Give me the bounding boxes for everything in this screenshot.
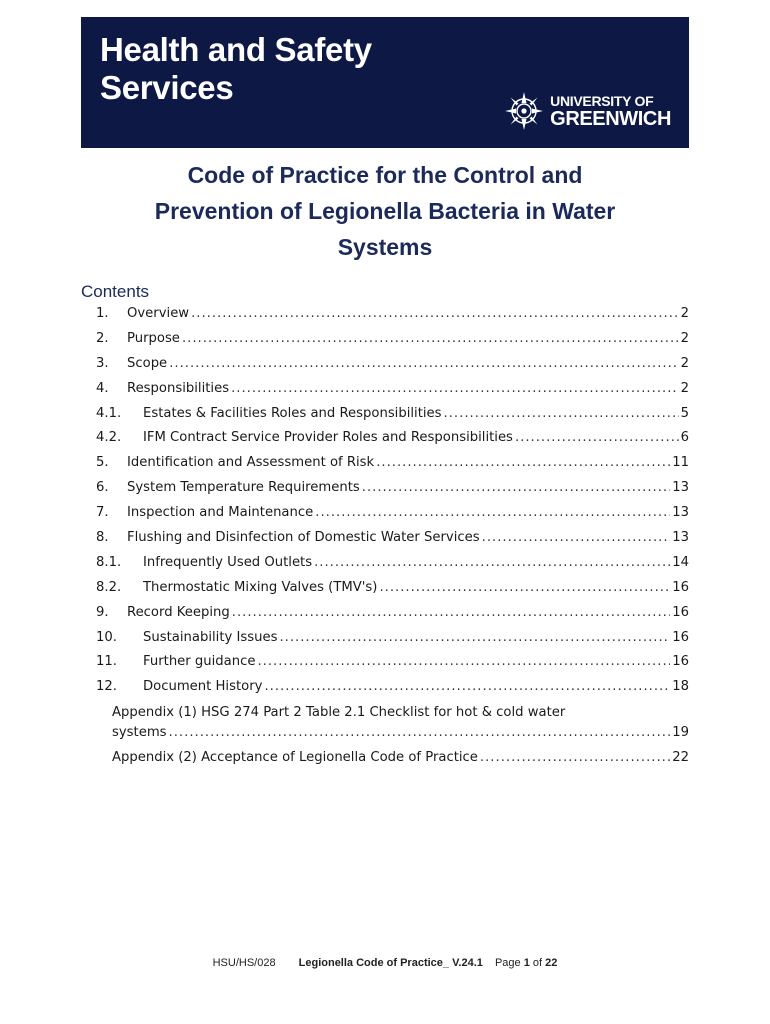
toc-entry-page: 2: [680, 330, 689, 346]
header-banner: [81, 17, 689, 148]
toc-entry-page: 13: [672, 530, 689, 546]
toc-entry-title: Scope: [127, 355, 168, 371]
toc-entry-infrequent-outlets[interactable]: [81, 551, 689, 576]
toc-entry-page: 16: [672, 579, 689, 595]
toc-entry-title: Responsibilities: [127, 380, 230, 396]
toc-entry-page: 2: [680, 306, 689, 321]
footer-document-name: Legionella Code of Practice_ V.24.1: [298, 957, 483, 969]
university-logo: [504, 91, 671, 131]
toc-entry-page: 16: [672, 654, 689, 670]
toc-entry-record-keeping[interactable]: [81, 601, 689, 626]
toc-entry-title: Appendix (2) Acceptance of Legionella Code of Practice: [112, 750, 478, 766]
logo-line2: GREENWICH: [550, 107, 671, 130]
toc-entry-temperature[interactable]: [81, 476, 689, 501]
toc-entry-number: 6.: [96, 480, 109, 496]
toc-dot-leader: [191, 302, 679, 327]
footer-document-ref: HSU/HS/028: [212, 957, 276, 969]
toc-entry-risk-assessment[interactable]: [81, 451, 689, 476]
toc-entry-page: 16: [672, 604, 689, 620]
toc-dot-leader: [264, 675, 670, 700]
toc-entry-flushing[interactable]: [81, 526, 689, 551]
footer-page-label: Page: [494, 957, 521, 969]
toc-entry-title: Infrequently Used Outlets: [143, 554, 313, 570]
logo-wordmark: [550, 94, 671, 129]
toc-dot-leader: [379, 576, 670, 601]
toc-entry-page: 13: [672, 480, 689, 496]
document-title-line1: Code of Practice for the Control and: [187, 162, 583, 188]
toc-entry-title: systems: [112, 725, 167, 741]
toc-entry-title: Overview: [127, 306, 190, 321]
toc-entry-title: Estates & Facilities Roles and Responsibilities: [143, 405, 442, 421]
toc-entry-appendix-2[interactable]: [81, 744, 689, 772]
toc-dot-leader: [279, 626, 670, 651]
toc-entry-number: 8.1.: [96, 554, 122, 570]
document-title-line3: Systems: [337, 234, 433, 260]
toc-entry-scope[interactable]: [81, 352, 689, 377]
toc-entry-title: Flushing and Disinfection of Domestic Water Services: [127, 530, 480, 546]
toc-entry-number: 12.: [96, 679, 117, 695]
table-of-contents: [81, 302, 689, 772]
toc-entry-page: 11: [672, 455, 689, 471]
toc-entry-page: 2: [680, 355, 689, 371]
banner-title: [100, 31, 372, 107]
toc-entry-title: Further guidance: [143, 654, 256, 670]
toc-dot-leader: [515, 426, 679, 451]
toc-entry-page: 16: [672, 629, 689, 645]
toc-entry-number: 9.: [96, 604, 109, 620]
contents-heading: Contents: [81, 282, 150, 301]
toc-entry-number: 2.: [96, 330, 109, 346]
toc-entry-sustainability[interactable]: [81, 626, 689, 651]
footer-page-total: 22: [545, 957, 558, 969]
toc-entry-number: 7.: [96, 505, 109, 521]
toc-entry-title: Inspection and Maintenance: [127, 505, 314, 521]
toc-entry-title: IFM Contract Service Provider Roles and Responsibilities: [143, 430, 513, 446]
toc-entry-page: 5: [680, 405, 689, 421]
document-title-line2: Prevention of Legionella Bacteria in Water: [154, 198, 616, 224]
toc-dot-leader: [376, 451, 670, 476]
toc-entry-number: 4.2.: [96, 430, 122, 446]
toc-dot-leader: [315, 501, 670, 526]
footer-page-of: of: [532, 957, 543, 969]
toc-entry-number: 4.1.: [96, 405, 122, 421]
toc-appendix-1-line2: [112, 722, 689, 744]
toc-entry-appendix-1[interactable]: [81, 703, 689, 744]
toc-entry-title: System Temperature Requirements: [127, 480, 360, 496]
toc-dot-leader: [232, 601, 670, 626]
document-title: [81, 157, 689, 265]
toc-entry-number: 11.: [96, 654, 117, 670]
toc-entry-number: 4.: [96, 380, 109, 396]
toc-appendix-1-line1: Appendix (1) HSG 274 Part 2 Table 2.1 Checklist for hot & cold water: [112, 705, 566, 721]
toc-entry-title: Purpose: [127, 330, 180, 346]
footer-page-current: 1: [523, 957, 530, 969]
toc-dot-leader: [169, 722, 671, 744]
toc-dot-leader: [362, 476, 670, 501]
toc-entry-tmv[interactable]: [81, 576, 689, 601]
toc-entry-page: 18: [672, 679, 689, 695]
toc-dot-leader: [444, 402, 679, 427]
toc-entry-number: 5.: [96, 455, 109, 471]
toc-entry-number: 1.: [96, 306, 109, 321]
toc-dot-leader: [231, 377, 679, 402]
page-footer: [0, 957, 770, 969]
toc-entry-responsibilities[interactable]: [81, 377, 689, 402]
toc-entry-page: 6: [680, 430, 689, 446]
toc-dot-leader: [169, 352, 678, 377]
toc-entry-document-history[interactable]: [81, 675, 689, 700]
toc-entry-title: Document History: [143, 679, 263, 695]
toc-entry-number: 8.: [96, 530, 109, 546]
toc-entry-estates-roles[interactable]: [81, 402, 689, 427]
toc-entry-page: 14: [672, 554, 689, 570]
toc-entry-number: 10.: [96, 629, 117, 645]
logo-line1: UNIVERSITY OF: [550, 92, 654, 109]
toc-entry-number: 3.: [96, 355, 109, 371]
toc-entry-overview[interactable]: [81, 302, 689, 327]
toc-entry-number: 8.2.: [96, 579, 122, 595]
toc-entry-page: 22: [672, 750, 689, 766]
toc-dot-leader: [182, 327, 679, 352]
toc-dot-leader: [482, 526, 671, 551]
toc-entry-page: 2: [680, 380, 689, 396]
toc-dot-leader: [480, 744, 670, 772]
toc-dot-leader: [314, 551, 670, 576]
toc-entry-further-guidance[interactable]: [81, 650, 689, 675]
toc-entry-title: Sustainability Issues: [143, 629, 278, 645]
compass-rose-icon: [504, 91, 544, 131]
toc-entry-title: Thermostatic Mixing Valves (TMV's): [143, 579, 378, 595]
toc-entry-inspection[interactable]: [81, 501, 689, 526]
banner-title-line2: Services: [100, 69, 234, 106]
toc-entry-title: Record Keeping: [127, 604, 230, 620]
toc-entry-title: Identification and Assessment of Risk: [127, 455, 375, 471]
toc-entry-purpose[interactable]: [81, 327, 689, 352]
toc-entry-ifm-roles[interactable]: [81, 426, 689, 451]
banner-title-line1: Health and Safety: [100, 31, 372, 68]
toc-dot-leader: [257, 650, 670, 675]
toc-entry-page: 13: [672, 505, 689, 521]
toc-entry-page: 19: [672, 725, 689, 741]
